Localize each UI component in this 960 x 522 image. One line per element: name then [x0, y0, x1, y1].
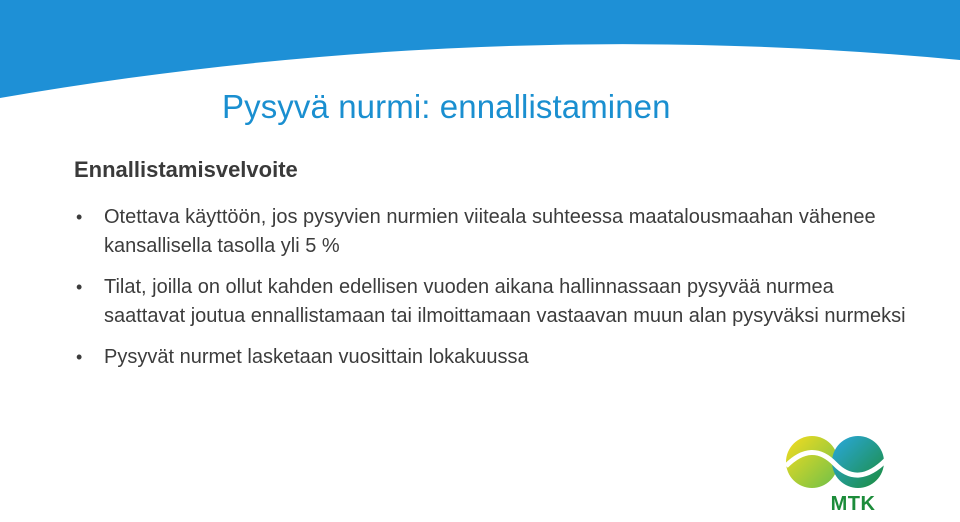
section-subtitle: Ennallistamisvelvoite [74, 157, 298, 182]
bullet-list [74, 203, 914, 384]
bullet-icon: • [76, 277, 83, 297]
bullet-item [74, 273, 914, 331]
bullet-item [74, 343, 914, 372]
mtk-logo [782, 432, 890, 516]
slide-title: Pysyvä nurmi: ennallistaminen [222, 88, 671, 125]
bullet-text: Tilat, joilla on ollut kahden edellisen vuoden aikana hallinnassaan pysyvää nurmea saattavat joutua ennallistamaan tai ilmoittamaan vastaavan muun alan pysyväksi nurmeksi [104, 276, 906, 327]
bullet-icon: • [76, 207, 83, 227]
bullet-item [74, 203, 914, 261]
bullet-icon: • [76, 347, 83, 367]
bullet-text: Pysyvät nurmet lasketaan vuosittain lokakuussa [104, 346, 529, 368]
logo-text: MTK [830, 493, 876, 515]
bullet-text: Otettava käyttöön, jos pysyvien nurmien viiteala suhteessa maatalousmaahan vähenee kansallisella tasolla yli 5 % [104, 206, 876, 257]
mtk-logo-icon [782, 432, 890, 494]
